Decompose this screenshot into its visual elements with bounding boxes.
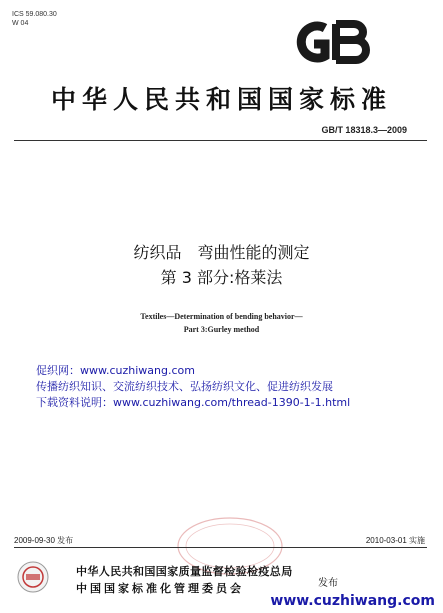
top-divider [14, 140, 427, 141]
english-title: Textiles—Determination of bending behavior— [140, 312, 303, 321]
effective-date: 2010-03-01 实施 [365, 536, 425, 545]
publish-label: 发布 [318, 578, 338, 589]
issuer-aqsiq: 中华人民共和国国家质量监督检验检疫总局 [76, 565, 293, 578]
gb-logo [288, 18, 372, 66]
promo-site-line[interactable]: 促织网：www.cuzhiwang.com [36, 364, 195, 377]
issuer-sac: 中国国家标准化管理委员会 [76, 582, 244, 595]
issue-date: 2009-09-30 发布 [14, 536, 74, 545]
national-standard-title: 中华人民共和国国家标准 [50, 85, 392, 114]
ccs-code: W 04 [12, 20, 29, 27]
standard-number: GB/T 18318.3—2009 [321, 125, 407, 135]
aqsiq-emblem-icon [16, 560, 50, 594]
chinese-title: 纺织品 弯曲性能的测定 [133, 243, 310, 262]
english-subtitle: Part 3:Gurley method [183, 325, 260, 334]
promo-download-line[interactable]: 下载资料说明：www.cuzhiwang.com/thread-1390-1-1.html [36, 396, 351, 409]
footer-url-link[interactable]: www.cuzhiwang.com [270, 593, 435, 609]
chinese-subtitle: 第 3 部分:格莱法 [160, 268, 283, 287]
promo-slogan-line: 传播纺织知识、交流纺织技术、弘扬纺织文化、促进纺织发展 [36, 380, 333, 393]
classification-codes [12, 10, 57, 28]
bottom-divider [14, 547, 427, 548]
ics-code: ICS 59.080.30 [12, 11, 57, 18]
